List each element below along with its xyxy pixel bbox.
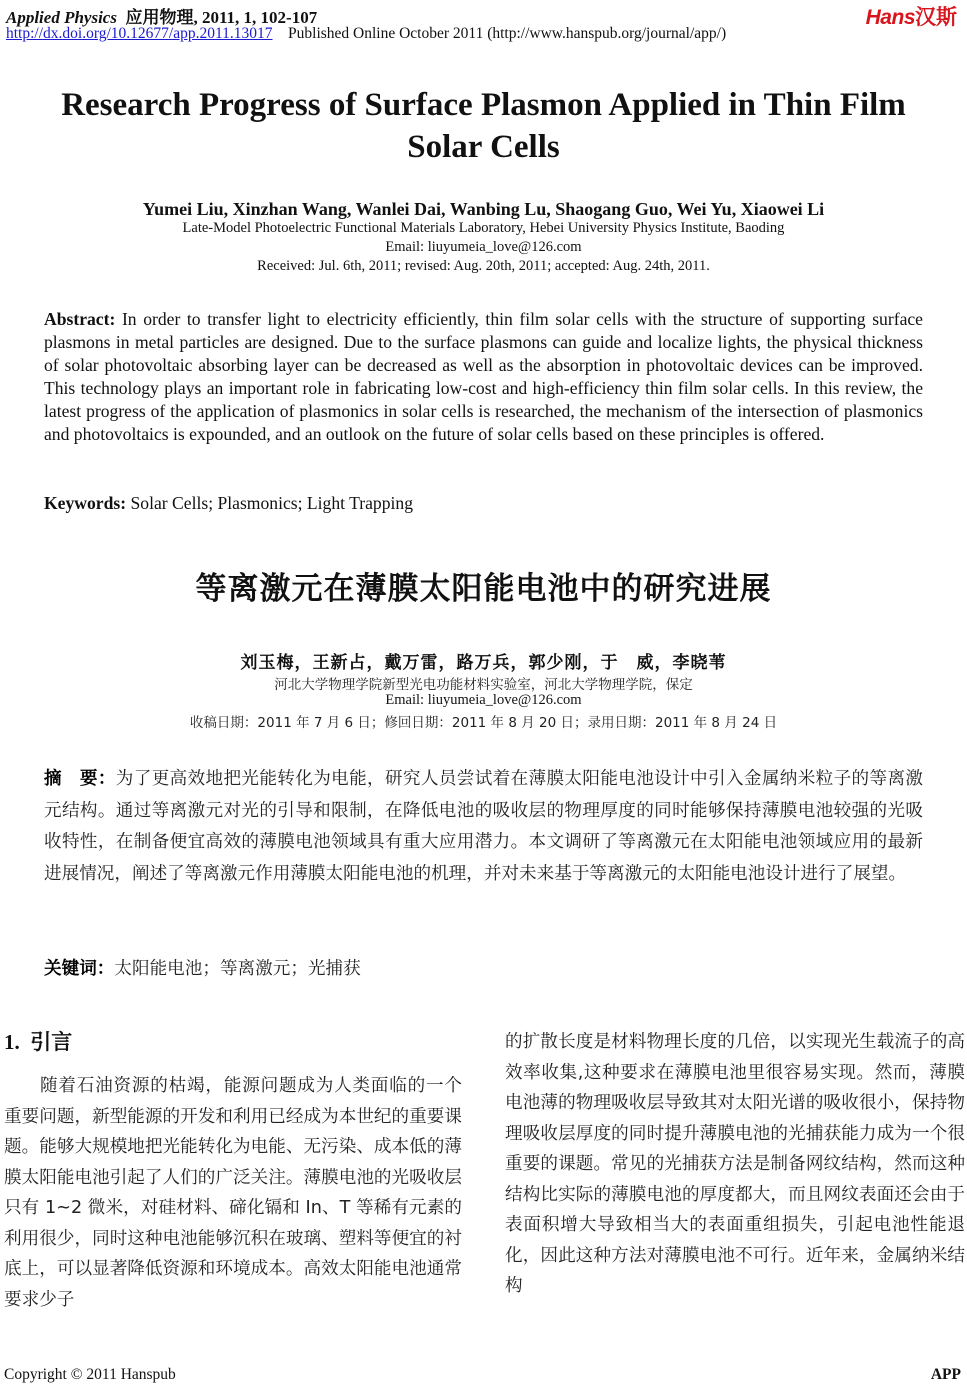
- footer-copyright: Copyright © 2011 Hanspub: [4, 1366, 176, 1383]
- paper-title-en: Research Progress of Surface Plasmon Applied in Thin Film Solar Cells: [61, 87, 906, 165]
- received-dates-en: Received: Jul. 6th, 2011; revised: Aug. 20th, 2011; accepted: Aug. 24th, 2011.: [257, 258, 710, 274]
- abstract-text-cn: 为了更高效地把光能转化为电能，研究人员尝试着在薄膜太阳能电池设计中引入金属纳米粒子的等离激元结构。通过等离激元对光的引导和限制，在降低电池的吸收层的物理厚度的同时能够保持薄膜电池较强的光吸收特性，在制备便宜高效的薄膜电池领域具有重大应用潜力。本文调研了等离激元在太阳能电池领域应用的最新进展情况，阐述了等离激元作用薄膜太阳能电池的机理，并对未来基于等离激元的太阳能电池设计进行了展望。: [44, 769, 923, 884]
- email-cn: Email: liuyumeia_love@126.com: [385, 692, 582, 708]
- publisher-logo: [866, 1, 957, 31]
- affiliation-cn: 河北大学物理学院新型光电功能材料实验室，河北大学物理学院，保定: [274, 677, 693, 693]
- journal-name-cn: 应用物理: [125, 8, 194, 27]
- abstract-label: Abstract:: [44, 309, 116, 329]
- authors-en: Yumei Liu, Xinzhan Wang, Wanlei Dai, Wanbing Lu, Shaogang Guo, Wei Yu, Xiaowei Li: [142, 199, 825, 219]
- affiliation-en: Late-Model Photoelectric Functional Materials Laboratory, Hebei University Physics Institute, Baoding: [182, 220, 785, 236]
- paper-title-cn: 等离激元在薄膜太阳能电池中的研究进展: [195, 571, 772, 607]
- received-dates-cn: 收稿日期：2011 年 7 月 6 日；修回日期：2011 年 8 月 20 日；录用日期：2011 年 8 月 24 日: [189, 715, 778, 731]
- journal-name: Applied Physics: [6, 8, 117, 27]
- section-number: 1.: [4, 1030, 20, 1054]
- doi-link[interactable]: http://dx.doi.org/10.12677/app.2011.13017: [6, 25, 273, 42]
- abstract-label-cn: 摘 要：: [44, 769, 116, 789]
- keywords-label-cn: 关键词：: [44, 959, 115, 979]
- logo-cn: 汉斯: [915, 6, 957, 29]
- journal-issue: , 2011, 1, 102-107: [193, 8, 318, 27]
- abstract-text: In order to transfer light to electricity efficiently, thin film solar cells with the structure of supporting surface plasmons in metal particles are designed. Due to the surface plasmons can guide and localize lights, the physical thickness of solar photovoltaic absorbing layer can be decreased as well as the absorption in photovoltaic devices can be improved. This technology plays an important role in fabricating low-cost and high-efficiency thin film solar cells. In this review, the latest progress of the application of plasmonics in solar cells is researched, the mechanism of the intersection of plasmonics and photovoltaics is expounded, and an outlook on the future of solar cells based on these principles is offered.: [44, 309, 923, 444]
- keywords-cn: [44, 955, 361, 980]
- published-info: Published Online October 2011 (http://www.hanspub.org/journal/app/): [288, 25, 727, 42]
- section-heading: [4, 1026, 72, 1056]
- keywords-en: [44, 493, 413, 514]
- abstract-cn: [44, 764, 923, 890]
- section-title: 引言: [30, 1030, 73, 1054]
- authors-cn: 刘玉梅，王新占，戴万雷，路万兵，郭少刚，于 威，李晓苇: [240, 653, 727, 673]
- body-column-left: 随着石油资源的枯竭，能源问题成为人类面临的一个重要问题，新型能源的开发和利用已经成为本世纪的重要课题。能够大规模地把光能转化为电能、无污染、成本低的薄膜太阳能电池引起了人们的广泛关注。薄膜电池的光吸收层只有 1~2 微米，对硅材料、碲化镉和 In、T 等稀有元素的利用很少，同时这种电池能够沉积在玻璃、塑料等便宜的衬底上，可以显著降低资源和环境成本。高效太阳能电池通常要求少子: [4, 1076, 462, 1310]
- keywords-text: Solar Cells; Plasmonics; Light Trapping: [126, 493, 413, 513]
- keywords-text-cn: 太阳能电池；等离激元；光捕获: [114, 959, 361, 979]
- keywords-label: Keywords:: [44, 493, 127, 513]
- email-en: Email: liuyumeia_love@126.com: [385, 239, 582, 255]
- abstract-en: [44, 308, 923, 446]
- logo-en: Hans: [865, 6, 915, 29]
- body-column-right: 的扩散长度是材料物理长度的几倍，以实现光生载流子的高效率收集,这种要求在薄膜电池里很容易实现。然而，薄膜电池薄的物理吸收层导致其对太阳光谱的吸收很小，保持物理吸收层厚度的同时提升薄膜电池的光捕获能力成为一个很重要的课题。常见的光捕获方法是制备网纹结构，然而这种结构比实际的薄膜电池的厚度都大，而且网纹表面还会由于表面积增大导致相当大的表面重组损失，引起电池性能退化，因此这种方法对薄膜电池不可行。近年来，金属纳米结构: [505, 1032, 965, 1296]
- footer-journal-abbr: APP: [930, 1366, 961, 1383]
- doi-line: [6, 25, 726, 43]
